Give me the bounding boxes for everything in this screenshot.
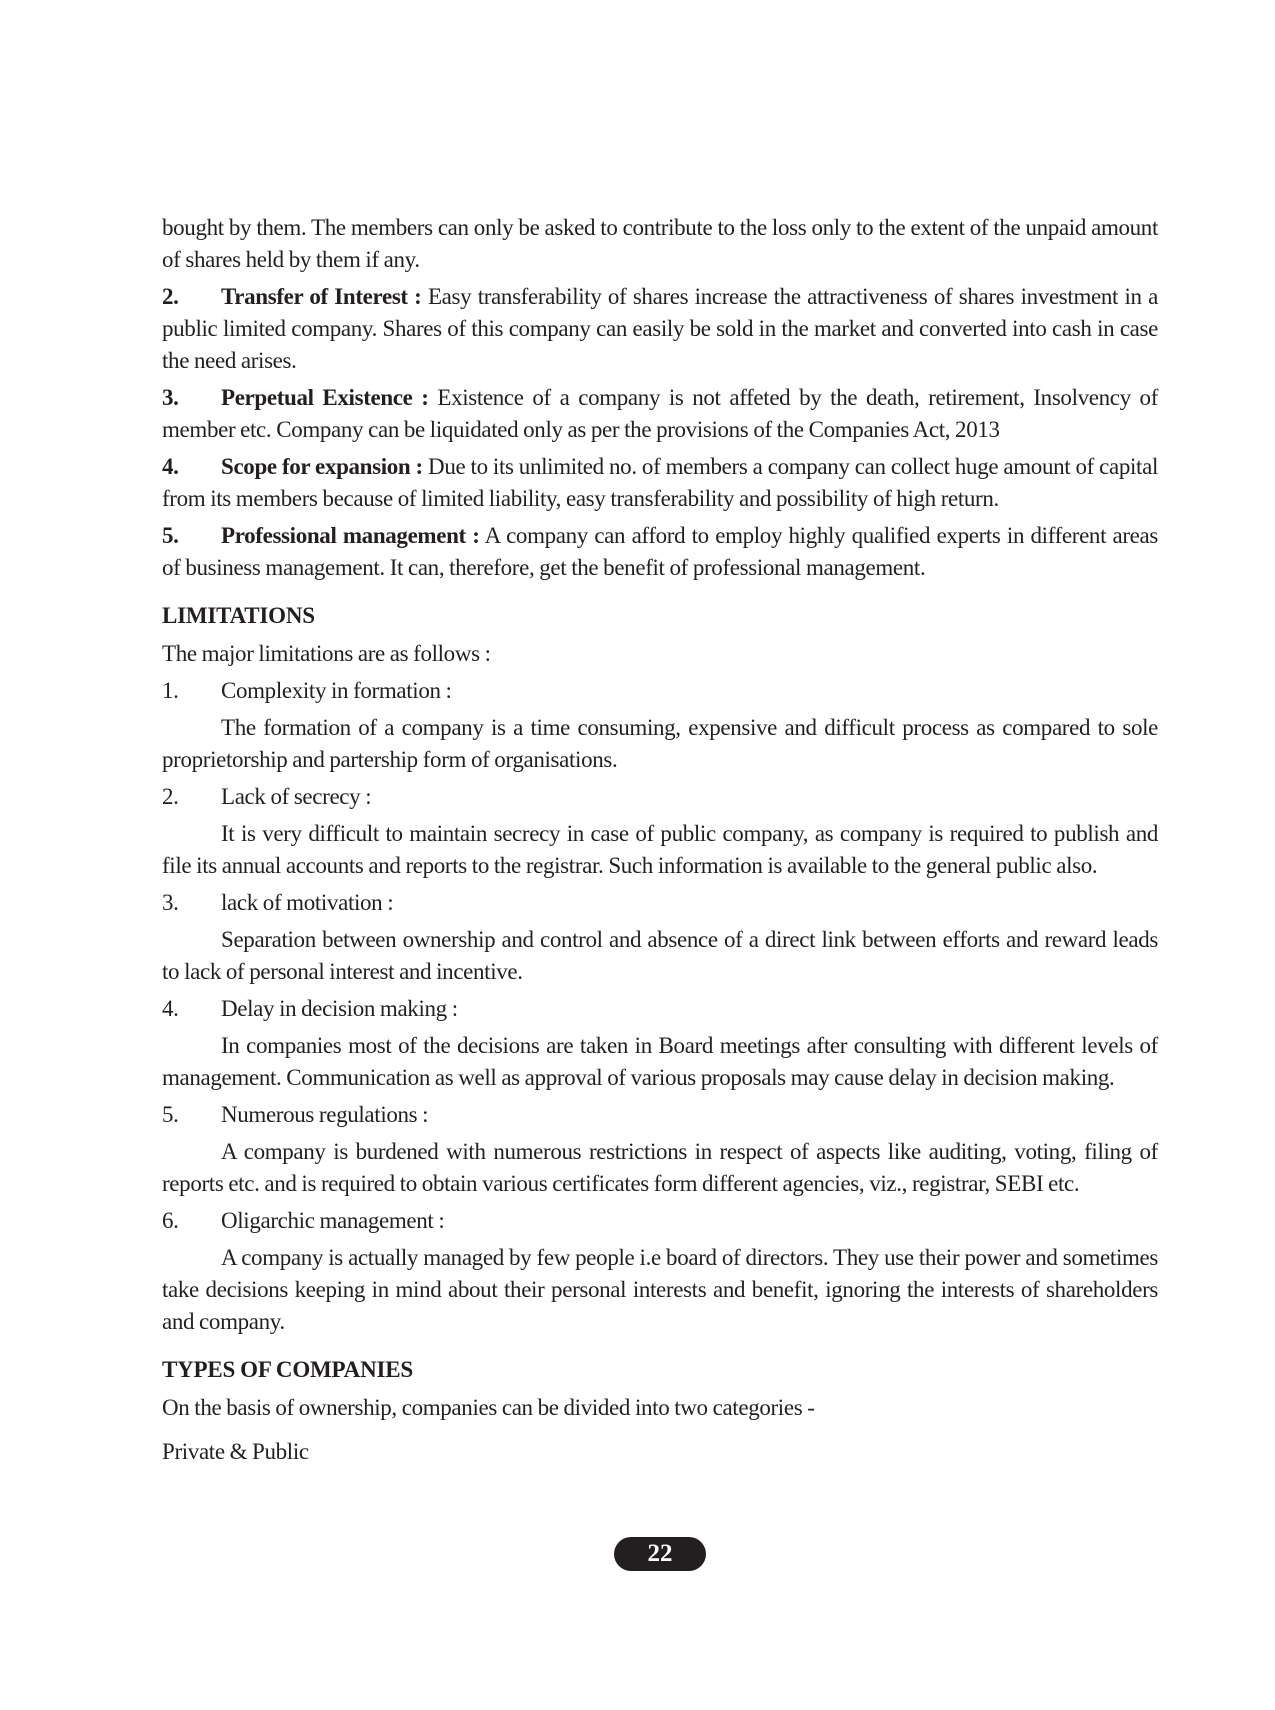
advantage-item	[162, 520, 1158, 584]
limitation-text: A company is actually managed by few people i.e board of directors. They use their power and sometimes take decisions keeping in mind about their personal interests and benefit, ignoring the interests of shareholders and company.	[162, 1245, 1158, 1334]
item-title: Professional management :	[221, 523, 480, 548]
item-text: A company can afford to employ highly qualified experts in different areas of business management. It can, therefore, get the benefit of professional management.	[162, 523, 1158, 580]
item-number: 3.	[162, 890, 179, 915]
item-number: 5.	[162, 523, 179, 548]
limitation-title: 2. Lack of secrecy :	[162, 781, 1158, 813]
types-heading: TYPES OF COMPANIES	[162, 1357, 413, 1382]
limitation-text: The formation of a company is a time consuming, expensive and difficult process as compared to sole proprietorship and partership form of organisations.	[162, 715, 1158, 772]
limitation-title: 3. lack of motivation :	[162, 887, 1158, 919]
advantage-item	[162, 281, 1158, 377]
page-number-badge: 22	[614, 1537, 706, 1571]
limitation-text: In companies most of the decisions are taken in Board meetings after consulting with different levels of management. Communication as well as approval of various proposals may cause delay in decision making.	[162, 1033, 1158, 1090]
limitation-text: Separation between ownership and control and absence of a direct link between efforts and reward leads to lack of personal interest and incentive.	[162, 927, 1158, 984]
types-categories: Private & Public	[162, 1439, 309, 1464]
types-line: On the basis of ownership, companies can be divided into two categories -	[162, 1395, 815, 1420]
item-number: 2.	[162, 784, 179, 809]
item-number: 4.	[162, 454, 179, 479]
limitation-title: 1. Complexity in formation :	[162, 675, 1158, 707]
document-body	[162, 212, 1158, 1480]
limitation-text: A company is burdened with numerous restrictions in respect of aspects like auditing, voting, filing of reports etc. and is required to obtain various certificates form different agencies, viz., registrar, SEBI etc.	[162, 1139, 1158, 1196]
advantage-item	[162, 382, 1158, 446]
advantage-item	[162, 451, 1158, 515]
item-number: 1.	[162, 678, 179, 703]
limitation-title: 4. Delay in decision making :	[162, 993, 1158, 1025]
item-text: Due to its unlimited no. of members a company can collect huge amount of capital from its members because of limited liability, easy transferability and possibility of high return.	[162, 454, 1159, 511]
item-text: Easy transferability of shares increase the attractiveness of shares investment in a public limited company. Shares of this company can easily be sold in the market and converted into cash in case the need arises.	[162, 284, 1158, 373]
limitation-title: 6. Oligarchic management :	[162, 1205, 1158, 1237]
intro-continuation: bought by them. The members can only be asked to contribute to the loss only to the extent of the unpaid amount of shares held by them if any.	[162, 215, 1158, 272]
item-title: Perpetual Existence :	[221, 385, 429, 410]
item-number: 5.	[162, 1102, 179, 1127]
limitation-title: 5. Numerous regulations :	[162, 1099, 1158, 1131]
item-number: 3.	[162, 385, 179, 410]
item-title: Transfer of Interest :	[221, 284, 422, 309]
item-text: Existence of a company is not affeted by the death, retirement, Insolvency of member etc. Company can be liquidated only as per the provisions of the Companies Act, 2013	[162, 385, 1159, 442]
item-number: 4.	[162, 996, 179, 1021]
limitations-heading: LIMITATIONS	[162, 603, 315, 628]
limitations-intro: The major limitations are as follows :	[162, 641, 491, 666]
item-title: Scope for expansion :	[221, 454, 423, 479]
limitation-text: It is very difficult to maintain secrecy in case of public company, as company is required to publish and file its annual accounts and reports to the registrar. Such information is available to the general public also.	[162, 821, 1158, 878]
item-number: 2.	[162, 284, 179, 309]
item-number: 6.	[162, 1208, 179, 1233]
